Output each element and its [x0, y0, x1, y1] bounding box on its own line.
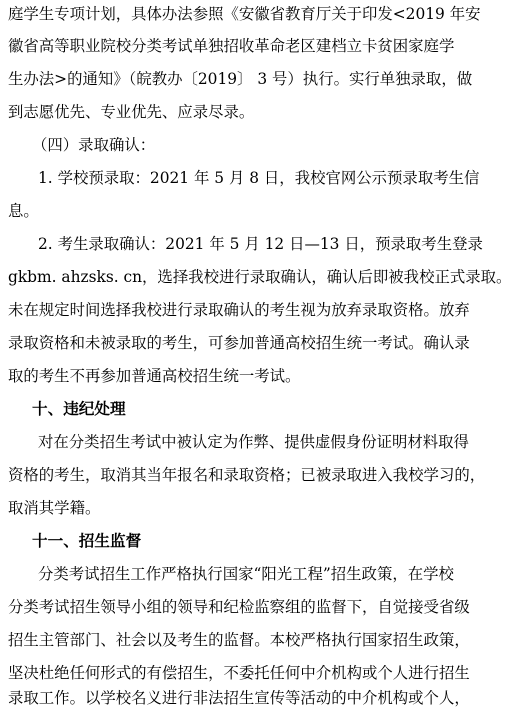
paragraph-line: 坚决杜绝任何形式的有偿招生，不委托任何中介机构或个人进行招生 — [8, 664, 470, 682]
section-heading: 十、违纪处理 — [32, 400, 126, 418]
paragraph-line: 到志愿优先、专业优先、应录尽录。 — [8, 103, 255, 121]
paragraph-line: 徽省高等职业院校分类考试单独招收革命老区建档立卡贫困家庭学 — [8, 37, 455, 55]
paragraph-line: 录取资格和未被录取的考生，可参加普通高校招生统一考试。确认录 — [8, 334, 470, 352]
paragraph-line: 资格的考生，取消其当年报名和录取资格；已被录取进入我校学习的， — [8, 466, 486, 484]
paragraph-line: 分类考试招生工作严格执行国家“阳光工程”招生政策，在学校 — [38, 565, 454, 583]
paragraph-line: 对在分类招生考试中被认定为作弊、提供虚假身份证明材料取得 — [38, 433, 469, 451]
section-heading: 十一、招生监督 — [32, 532, 142, 550]
paragraph-line: gkbm. ahzsks. cn，选择我校进行录取确认，确认后即被我校正式录取。 — [8, 268, 511, 286]
paragraph-line: 分类考试招生领导小组的领导和纪检监察组的监督下，自觉接受省级 — [8, 598, 470, 616]
paragraph-line: 生办法>的通知》（皖教办〔2019〕 3 号）执行。实行单独录取，做 — [8, 70, 473, 88]
paragraph-line: 1. 学校预录取：2021 年 5 月 8 日，我校官网公示预录取考生信 — [38, 169, 480, 187]
paragraph-line: 取消其学籍。 — [8, 499, 101, 517]
paragraph-line: 招生主管部门、社会以及考生的监督。本校严格执行国家招生政策， — [8, 631, 470, 649]
paragraph-line: 未在规定时间选择我校进行录取确认的考生视为放弃录取资格。放弃 — [8, 301, 470, 319]
paragraph-line: 取的考生不再参加普通高校招生统一考试。 — [8, 367, 301, 385]
paragraph-line: 录取工作。以学校名义进行非法招生宣传等活动的中介机构或个人， — [8, 689, 470, 707]
paragraph-line: 息。 — [8, 202, 39, 220]
section-subheading: （四）录取确认： — [32, 136, 156, 154]
paragraph-line: 2. 考生录取确认：2021 年 5 月 12 日—13 日，预录取考生登录 — [38, 235, 483, 253]
paragraph-line: 庭学生专项计划，具体办法参照《安徽省教育厅关于印发<2019 年安 — [8, 5, 481, 23]
